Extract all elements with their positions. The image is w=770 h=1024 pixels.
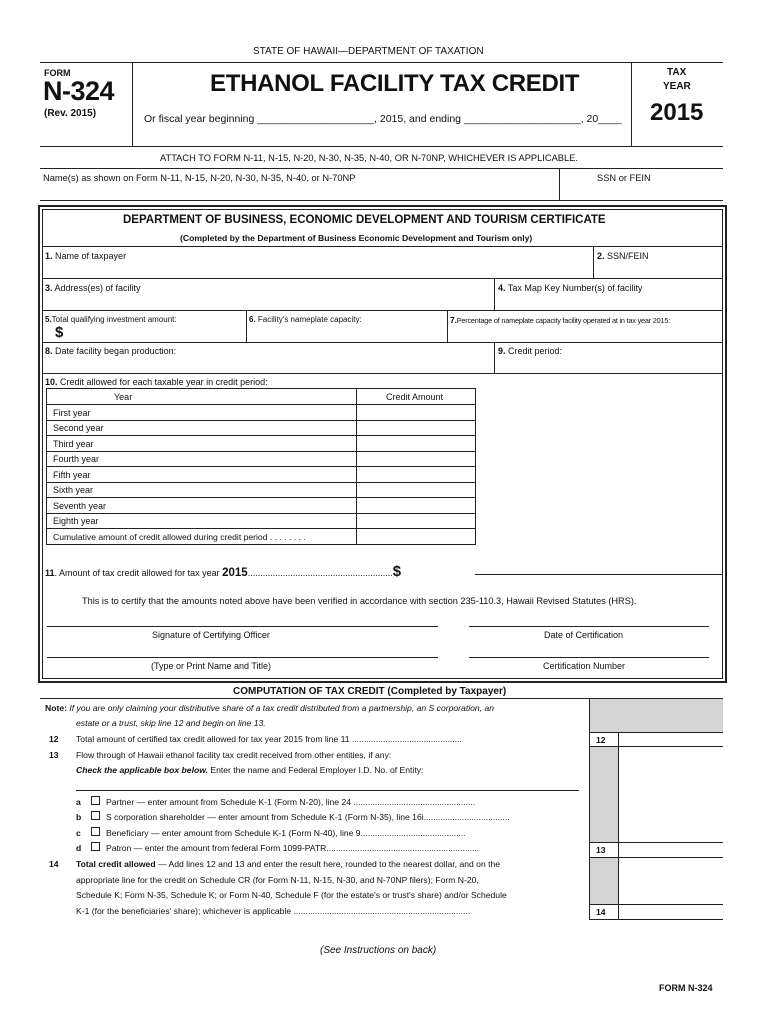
entity-name-line[interactable] xyxy=(76,790,579,791)
computation-note: Note: If you are only claiming your distributive share of a tax credit distributed from a partnership, an S corporation, an xyxy=(45,703,495,713)
names-rule xyxy=(40,200,723,201)
partner-checkbox[interactable] xyxy=(91,796,100,805)
credit-period-input[interactable] xyxy=(495,342,723,373)
line13-box-label: 13 xyxy=(596,845,606,855)
s-corp-checkbox[interactable] xyxy=(91,811,100,820)
line14-box-label: 14 xyxy=(596,907,606,917)
names-input[interactable] xyxy=(40,168,559,200)
production-date-input[interactable] xyxy=(42,342,494,373)
line9-label: 9. Credit period: xyxy=(498,346,563,356)
names-label: Name(s) as shown on Form N-11, N-15, N-20, N-30, N-35, N-40, or N-70NP xyxy=(43,173,356,183)
signature-label: Signature of Certifying Officer xyxy=(152,630,270,640)
printed-name-label: (Type or Print Name and Title) xyxy=(151,661,272,671)
form-footer-id: FORM N-324 xyxy=(659,983,713,993)
line3-label: 3. Address(es) of facility xyxy=(45,283,141,293)
shaded-cell-note xyxy=(590,699,723,732)
option-b-label: S corporation shareholder — enter amount from Schedule K-1 (Form N-35), line 16i.................................... xyxy=(106,812,510,822)
comp-rule-12-bottom xyxy=(589,746,723,747)
cert-number-line[interactable] xyxy=(469,657,709,658)
line14-text-2: appropriate line for the credit on Schedule CR (for Form N-11, N-15, N-30, and N-70NP filers); Form N-20, xyxy=(76,875,479,885)
eighth-year-amount-input[interactable] xyxy=(357,514,475,528)
tax-year: 2015 xyxy=(650,99,704,126)
form-number: N-324 xyxy=(43,76,115,106)
table-header-year: Year xyxy=(114,392,133,402)
cert-number-label: Certification Number xyxy=(543,661,626,671)
comp-rule-13-bottom xyxy=(589,857,723,858)
option-d-label: Patron — enter the amount from federal Form 1099-PATR................................................................ xyxy=(106,843,480,853)
ssn-input[interactable] xyxy=(560,168,723,200)
line12-amount-input[interactable] xyxy=(619,733,723,746)
line4-label: 4. Tax Map Key Number(s) of facility xyxy=(498,283,643,293)
tax-map-key-input[interactable] xyxy=(495,278,723,310)
investment-amount-input[interactable] xyxy=(42,310,246,342)
form-title: ETHANOL FACILITY TAX CREDIT xyxy=(210,70,580,97)
line13-number: 13 xyxy=(49,750,59,760)
line14-text-3: Schedule K; Form N-35, Schedule K; or Form N-40, Schedule F (for the estate's or trust's share) and/or Schedule xyxy=(76,890,507,900)
line11-label: 11. Amount of tax credit allowed for tax year 2015..........................................................$ xyxy=(45,563,402,580)
line10-label: 10. Credit allowed for each taxable year in credit period: xyxy=(45,377,268,387)
shaded-cell-14-label xyxy=(590,857,618,904)
ssn-label: SSN or FEIN xyxy=(597,173,651,183)
header-left-divider xyxy=(132,62,133,146)
line2-label: 2. SSN/FEIN xyxy=(597,251,649,261)
certificate-subtitle: (Completed by the Department of Business Economic Development and Tourism only) xyxy=(180,233,533,243)
date-line[interactable] xyxy=(469,626,709,627)
option-d-letter: d xyxy=(76,843,82,853)
option-a-label: Partner — enter amount from Schedule K-1 (Form N-20), line 24 ................................................... xyxy=(106,797,476,807)
printed-name-line[interactable] xyxy=(47,657,438,658)
line5-label: 5.Total qualifying investment amount: xyxy=(45,315,177,324)
line12-box-label: 12 xyxy=(596,735,606,745)
line5-dollar-sign: $ xyxy=(55,324,64,341)
year-label: YEAR xyxy=(663,81,691,92)
beneficiary-checkbox[interactable] xyxy=(91,827,100,836)
line12-label: Total amount of certified tax credit allowed for tax year 2015 from line 11 .............................................. xyxy=(76,734,462,744)
table-header-amount: Credit Amount xyxy=(386,392,444,402)
date-label: Date of Certification xyxy=(544,630,624,640)
line7-label: 7.Percentage of nameplate capacity facility operated at in tax year 2015: xyxy=(450,315,671,325)
line14-number: 14 xyxy=(49,859,59,869)
table-row: First year xyxy=(53,408,91,418)
fiscal-year-field[interactable]: Or fiscal year beginning ____________________, 2015, and ending ____________________, 20____ xyxy=(144,113,622,125)
computation-title: COMPUTATION OF TAX CREDIT (Completed by Taxpayer) xyxy=(233,686,507,697)
table-row-cumulative: Cumulative amount of credit allowed during credit period . . . . . . . . xyxy=(53,532,306,542)
option-c-letter: c xyxy=(76,828,81,838)
table-row: Fifth year xyxy=(53,470,91,480)
signature-line[interactable] xyxy=(47,626,438,627)
table-row: Seventh year xyxy=(53,501,107,511)
ssn-fein-input[interactable] xyxy=(594,246,723,278)
table-row: Sixth year xyxy=(53,485,94,495)
agency-name: STATE OF HAWAII—DEPARTMENT OF TAXATION xyxy=(253,46,484,57)
see-instructions: (See Instructions on back) xyxy=(320,945,437,956)
tax-label: TAX xyxy=(667,67,687,78)
option-a-letter: a xyxy=(76,797,81,807)
comp-rule-14-bottom xyxy=(589,919,723,920)
taxpayer-name-input[interactable] xyxy=(42,246,593,278)
table-row: Eighth year xyxy=(53,516,99,526)
line8-label: 8. Date facility began production: xyxy=(45,346,177,356)
line11-underline xyxy=(475,574,723,575)
shaded-cell-13-label xyxy=(590,746,618,842)
cumulative-amount-input[interactable] xyxy=(357,529,475,544)
line14-text-4: K-1 (for the beneficiaries' share); whichever is applicable .......................................................................... xyxy=(76,906,471,916)
fourth-year-amount-input[interactable] xyxy=(357,452,475,466)
attach-note: ATTACH TO FORM N-11, N-15, N-20, N-30, N-35, N-40, OR N-70NP, WHICHEVER IS APPLICABLE. xyxy=(160,153,578,163)
nameplate-capacity-input[interactable] xyxy=(247,310,447,342)
line14-label: Total credit allowed — Add lines 12 and 13 and enter the result here, rounded to the nearest dollar, and on the xyxy=(76,859,501,869)
table-row: Third year xyxy=(53,439,94,449)
header-bottom-rule xyxy=(40,146,723,147)
second-year-amount-input[interactable] xyxy=(357,421,475,435)
certify-text: This is to certify that the amounts noted above have been verified in accordance with section 235-110.3, Hawaii Revised Statutes (HRS). xyxy=(82,596,637,606)
computation-note-line2: estate or a trust, skip line 12 and begin on line 13. xyxy=(76,718,266,728)
option-c-label: Beneficiary — enter amount from Schedule K-1 (Form N-40), line 9............................................ xyxy=(106,828,466,838)
form-revision: (Rev. 2015) xyxy=(44,108,97,119)
seventh-year-amount-input[interactable] xyxy=(357,498,475,513)
third-year-amount-input[interactable] xyxy=(357,436,475,451)
first-year-amount-input[interactable] xyxy=(357,405,475,420)
line13-instruction: Check the applicable box below. Enter the name and Federal Employer I.D. No. of Entity: xyxy=(76,765,424,775)
capacity-percentage-input[interactable] xyxy=(448,310,723,342)
line6-label: 6. Facility's nameplate capacity: xyxy=(249,315,362,324)
header-top-rule xyxy=(40,62,723,63)
line13-label: Flow through of Hawaii ethanol facility tax credit received from other entities, if any: xyxy=(76,750,392,760)
cert-rule-5 xyxy=(42,373,723,374)
table-row: Second year xyxy=(53,423,104,433)
certificate-title: DEPARTMENT OF BUSINESS, ECONOMIC DEVELOPMENT AND TOURISM CERTIFICATE xyxy=(123,214,606,226)
form-label: FORM xyxy=(44,68,71,78)
line13-amount-input[interactable] xyxy=(619,843,723,857)
fifth-year-amount-input[interactable] xyxy=(357,467,475,482)
line14-amount-input[interactable] xyxy=(619,905,723,919)
facility-address-input[interactable] xyxy=(42,278,494,310)
table-row: Fourth year xyxy=(53,454,100,464)
sixth-year-amount-input[interactable] xyxy=(357,483,475,497)
line11-amount-input[interactable] xyxy=(490,558,720,574)
line1-label: 1. Name of taxpayer xyxy=(45,251,127,261)
patron-checkbox[interactable] xyxy=(91,842,100,851)
option-b-letter: b xyxy=(76,812,82,822)
line12-number: 12 xyxy=(49,734,59,744)
header-right-divider xyxy=(631,62,632,146)
